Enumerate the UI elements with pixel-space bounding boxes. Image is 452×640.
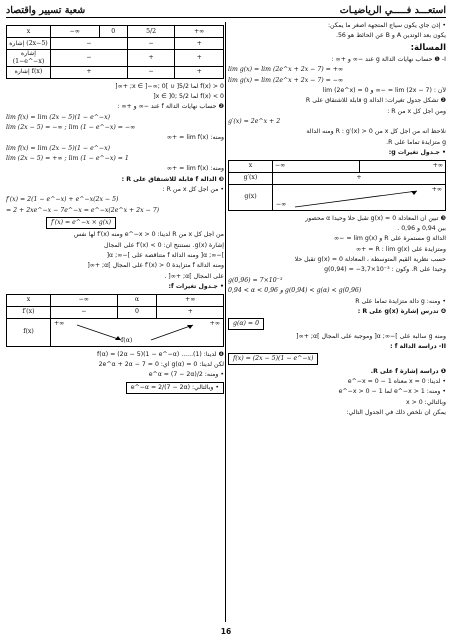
boxed-formula: f(x) = (2x − 5)(1 − e^−x) (228, 353, 318, 365)
text-line: ومن أجل كل x من R : (387, 107, 446, 115)
cell: +∞ (431, 185, 442, 193)
cell: +∞ (359, 160, 446, 172)
right-column (228, 22, 446, 622)
cell: f(α) (121, 337, 133, 345)
cell: −∞ (51, 294, 118, 306)
text-line: • ومنه: e^−x > 1 لما 1 − e^−x > 0 (338, 388, 446, 396)
subheading: ❹ تدرس إشارة g(x) على R : (357, 307, 446, 315)
math-line: lim (2x − 5) = −∞ ; lim (1 − e^−x) = −∞ (6, 123, 136, 131)
text-line: f(x) < 0 لما x ∈ ]0; 5/2[ (153, 92, 224, 100)
math-line: lim (2x − 5) = +∞ ; lim (1 − e^−x) = 1 (6, 154, 129, 162)
math-line (228, 318, 446, 330)
text-line: • ومنه: g دالة متزايدة تماما على R (355, 297, 446, 305)
cell: 0 (117, 306, 157, 318)
cell: + (273, 172, 446, 184)
text-line (6, 382, 224, 394)
boxed-formula: g(α) = 0 (228, 318, 264, 330)
math-line: 0,94 < α < 0,96 و g(0,94) < g(α) < g(0,96) (228, 287, 362, 295)
variation-cell (273, 184, 446, 210)
math-line: f′(x) = 2(1 − e^−x) + e^−x(2x − 5) (6, 196, 119, 204)
cell: 0 (99, 26, 127, 38)
cell: − (51, 38, 128, 50)
text-line: • لدينا: x = 0 معناه 1 − e^−x = 0 (347, 377, 446, 385)
header-left: شعبة تسيير واقتصاد (6, 5, 86, 17)
cell: g(x) (229, 184, 273, 210)
subheading: ❶ دراسة إشارة f على R. (370, 367, 446, 375)
text-line: f(x) > 0 لما x ∈ ]−∞; 0[ ∪ ]5/2; +∞[ (115, 82, 224, 90)
cell: − (127, 38, 174, 50)
text-line: بين 0,94 و 0,96 . (397, 225, 446, 233)
page-header (6, 4, 446, 18)
text-line: لأن : lim (2x − 7) = −∞ و lim (2e^x) = 0 (322, 86, 446, 94)
text-line: يكون بعد الوتدين A و B عن الحائط هو 56. (335, 32, 446, 40)
text-line: وبالتالي: x > 0 (405, 398, 446, 406)
page-number-value: 16 (220, 626, 232, 636)
text-line: I- ❶ حساب نهايات الدالة g عند −∞ و +∞ : (331, 55, 446, 63)
cell: f′(x) (7, 306, 51, 318)
cell: إشارة f(x) (7, 66, 51, 78)
arrow-up-icon (281, 185, 431, 211)
cell: −∞ (51, 26, 100, 38)
cell: α (117, 294, 157, 306)
text-line: إشارة g(x). نستنتج أن: f′(x) < 0 على المجال (103, 241, 224, 249)
cell: f(x) (7, 318, 51, 346)
left-column (6, 22, 224, 622)
g-variation-table (228, 160, 446, 211)
text-line: على المجال ]α; +∞[ . (164, 272, 224, 280)
cell: x (7, 294, 51, 306)
cell: x (229, 160, 273, 172)
cell: −∞ (276, 201, 287, 208)
math-line (6, 217, 224, 229)
sign-table (6, 25, 224, 79)
section-title: II- دراسة الدالة f : (390, 342, 446, 350)
column-divider (225, 22, 226, 622)
text-line: من أجل كل x من R لدينا: e^−x > 0 ومنه f′(x) لها نفس (73, 231, 224, 239)
subheading: • جـدول تغيرات g: (388, 149, 446, 156)
subheading: ❸ الدالة f قابلة للاشتقاق على R : (121, 175, 224, 183)
cell: إشارة (1−e^−x) (7, 50, 51, 67)
text-line: ومنه الدالة f متزايدة f′(x) > 0 على المجال ]α; +∞[ (87, 262, 224, 270)
cell: +∞ (54, 319, 65, 327)
text-line: ❷ حساب نهايات الدالة f عند −∞ و +∞ : (117, 103, 224, 111)
text-line: ومنه g سالبة على ]−∞; α[ وموجبة على المجال ]α; +∞[ (296, 332, 446, 340)
text-line: • إذن جاي يكون سياج المتجهة أصغر ما يمكن: (327, 22, 446, 29)
text-line: ومتزايدة على R : lim g(x) = +∞ (356, 245, 446, 253)
cell: −∞ (273, 160, 360, 172)
text-line: ومنه: lim f(x) = +∞ (166, 165, 224, 173)
text-line: • من أجل كل x من R : (162, 185, 224, 193)
cell: x (7, 26, 51, 38)
text-line: • ومنه: e^α = (7 − 2α)/2 (148, 371, 224, 379)
cell: + (127, 50, 174, 67)
variation-cell (51, 318, 224, 346)
text-line: نلاحظ أنه من أجل كل x من R : g′(x) > 0 ومنه الدالة (306, 128, 446, 136)
cell: − (51, 306, 118, 318)
math-line: lim g(x) = lim (2e^x + 2x − 7) = −∞ (228, 76, 344, 84)
math-line: lim f(x) = lim (2x − 5)(1 − e^−x) (6, 144, 111, 152)
text-line: ❷ تشكل جدول تغيرات: الدالة g قابلة للاشتقاق على R (305, 97, 446, 105)
cell: +∞ (209, 319, 220, 327)
header-right: استعـــد فـــــي الرياضيـات (339, 5, 446, 17)
math-line (228, 353, 446, 365)
cell: + (175, 50, 224, 67)
text-line: يمكن أن نلخص ذلك في الجدول التالي: (346, 408, 446, 416)
text-line: g متزايدة تماما على R. (386, 138, 446, 146)
boxed-formula: f′(x) = e^−x × g(x) (46, 217, 116, 229)
text-line: حسب نظرية القيم المتوسطة ، المعادلة g(x) = 0 تقبل حلا (294, 256, 446, 264)
text-line: وحيدا على R. وكون : g(0,94) = −3,7×10⁻³ (324, 266, 446, 274)
f-variation-table (6, 294, 224, 347)
boxed-formula: • وبالتالي: e^−α = 2/(7 − 2α) (126, 382, 224, 394)
math-line: = 2 + 2xe^−x − 7e^−x = e^−x(2e^x + 2x − 7) (6, 206, 160, 214)
text-line: الدالة g مستمرة على R و lim g(x) = −∞ (334, 235, 446, 243)
math-line: g(0,96) = 7×10⁻³ (228, 276, 283, 284)
cell: 5/2 (127, 26, 174, 38)
cell: + (157, 306, 224, 318)
text-line: ]−∞; α[ ومنه الدالة f متناقصة على ]−∞; α[ (106, 252, 224, 259)
math-line: lim f(x) = lim (2x − 5)(1 − e^−x) (6, 113, 111, 121)
cell: − (127, 66, 174, 78)
cell: +∞ (175, 26, 224, 38)
cell: + (51, 66, 128, 78)
cell: − (51, 50, 128, 67)
page-number (0, 627, 452, 636)
cell: إشارة (2x−5) (7, 38, 51, 50)
text-line: ❹ لدينا: f(α) = (2α − 5)(1 − e^−α) ......(1) (97, 350, 224, 358)
cell: + (175, 38, 224, 50)
text-line: لكن لدينا: g(α) = 0 أي: 2e^α + 2α − 7 = 0 (98, 361, 224, 369)
cell: + (175, 66, 224, 78)
section-title: المسألة: (410, 42, 446, 53)
text-line: ❸ تبين أن المعادلة g(x) = 0 تقبل حلا وحيدا α محصور (305, 214, 446, 222)
subheading: • جـدول تغيرات f: (168, 283, 224, 291)
text-line: ومنه: lim f(x) = +∞ (166, 134, 224, 142)
math-line: g′(x) = 2e^x + 2 (228, 117, 281, 125)
cell: +∞ (157, 294, 224, 306)
cell: g′(x) (229, 172, 273, 184)
math-line: lim g(x) = lim (2e^x + 2x − 7) = +∞ (228, 66, 344, 74)
